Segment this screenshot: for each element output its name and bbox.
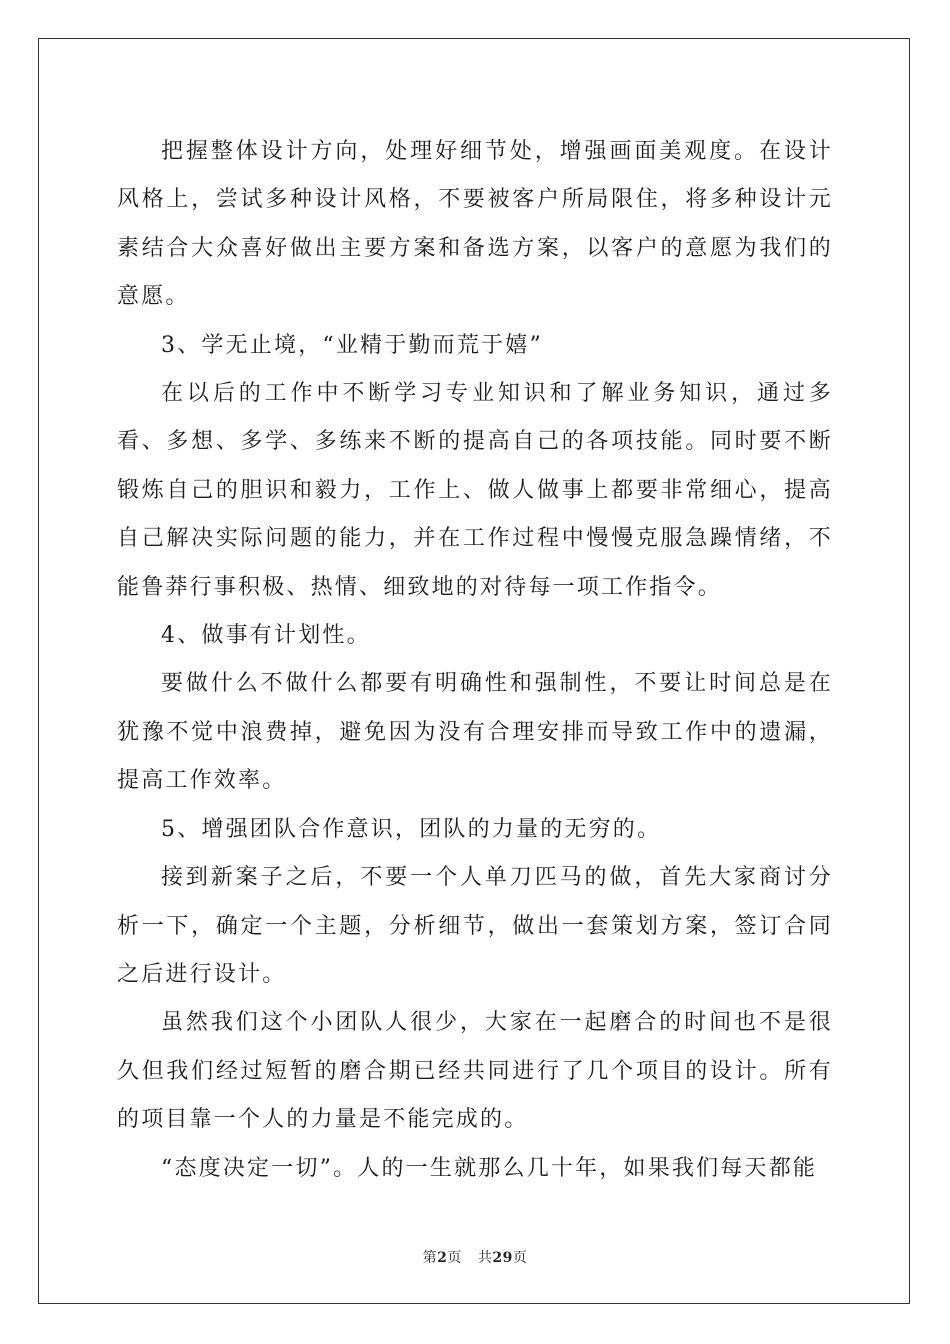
heading-point-5: 5、增强团队合作意识，团队的力量的无穷的。 — [161, 816, 662, 842]
heading-point-3: 3、学无止境，“业精于勤而荒于嬉” — [161, 332, 543, 358]
paragraph-attitude: “态度决定一切”。人的一生就那么几十年，如果我们每天都能 — [161, 1155, 818, 1181]
paragraph-planning: 要做什么不做什么都要有明确性和强制性，不要让时间总是在犹豫不觉中浪费掉，避免因为没有合理安排而导致工作中的遗漏，提高工作效率。 — [117, 671, 833, 794]
page-suffix: 页 — [447, 1250, 462, 1266]
total-prefix: 共 — [477, 1250, 493, 1266]
paragraph-new-project: 接到新案子之后，不要一个人单刀匹马的做，首先大家商讨分析一下，确定一个主题，分析细节，做出一套策划方案，签订合同之后进行设计。 — [117, 865, 833, 987]
page-prefix: 第 — [422, 1250, 438, 1266]
total-page-count: 29 — [492, 1250, 513, 1266]
page-footer — [0, 1247, 950, 1267]
total-suffix: 页 — [512, 1250, 528, 1266]
current-page-number: 2 — [437, 1250, 448, 1266]
paragraph-design-direction: 把握整体设计方向，处理好细节处，增强画面美观度。在设计风格上，尝试多种设计风格，不要被客户所局限住，将多种设计元素结合大众喜好做出主要方案和备选方案，以客户的意愿为我们的意愿。 — [117, 139, 833, 310]
paragraph-continuous-learning: 在以后的工作中不断学习专业知识和了解业务知识，通过多看、多想、多学、多练来不断的提高自己的各项技能。同时要不断锻炼自己的胆识和毅力，工作上、做人做事上都要非常细心，提高自己解决实际问题的能力，并在工作过程中慢慢克服急躁情绪，不能鲁莽行事积极、热情、细致地的对待每一项工作指令。 — [117, 381, 833, 600]
document-body — [117, 128, 833, 1193]
heading-point-4: 4、做事有计划性。 — [161, 623, 371, 649]
paragraph-small-team: 虽然我们这个小团队人很少，大家在一起磨合的时间也不是很久但我们经过短暂的磨合期已经共同进行了几个项目的设计。所有的项目靠一个人的力量是不能完成的。 — [117, 1010, 833, 1133]
